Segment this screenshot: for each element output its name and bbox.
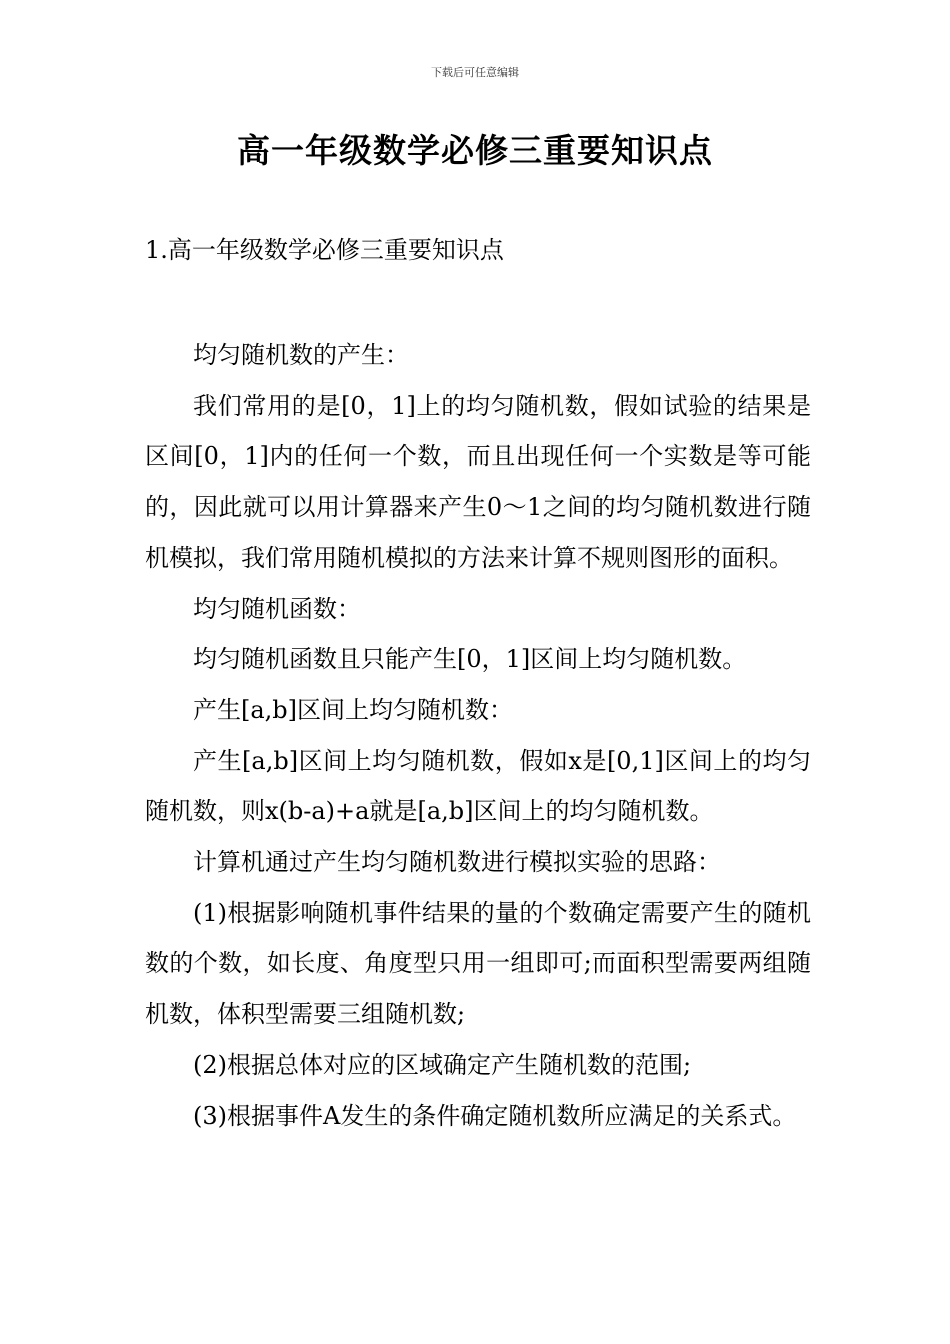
paragraph-uniform-random-generation-heading: 均匀随机数的产生： [193,341,409,369]
paragraph-step-1: (1)根据影响随机事件结果的量的个数确定需要产生的随机数的个数，如长度、角度型只用一组即可;而面积型需要两组随机数，体积型需要三组随机数; [145,898,811,1029]
paragraph-step-2: (2)根据总体对应的区域确定产生随机数的范围; [193,1050,692,1079]
document-title: 高一年级数学必修三重要知识点 [237,131,713,170]
section-heading: 1.高一年级数学必修三重要知识点 [145,236,504,264]
paragraph-ab-interval: 产生[a,b]区间上均匀随机数，假如x是[0,1]区间上的均匀随机数，则x(b-a)+a就是[a,b]区间上的均匀随机数。 [145,746,811,826]
paragraph-ab-interval-heading: 产生[a,b]区间上均匀随机数： [193,695,514,724]
paragraph-uniform-random-function: 均匀随机函数且只能产生[0，1]区间上均匀随机数。 [193,645,747,674]
paragraph-simulation-heading: 计算机通过产生均匀随机数进行模拟实验的思路： [193,848,721,877]
body-text [145,330,811,1141]
paragraph-uniform-random-intro: 我们常用的是[0，1]上的均匀随机数，假如试验的结果是区间[0，1]内的任何一个数，而且出现任何一个实数是等可能的，因此就可以用计算器来产生0～1之间的均匀随机数进行随机模拟，我们常用随机模拟的方法来计算不规则图形的面积。 [145,391,811,572]
paragraph-step-3: (3)根据事件A发生的条件确定随机数所应满足的关系式。 [193,1101,797,1130]
paragraph-uniform-random-function-heading: 均匀随机函数： [193,594,361,623]
header-note: 下载后可任意编辑 [431,66,519,79]
